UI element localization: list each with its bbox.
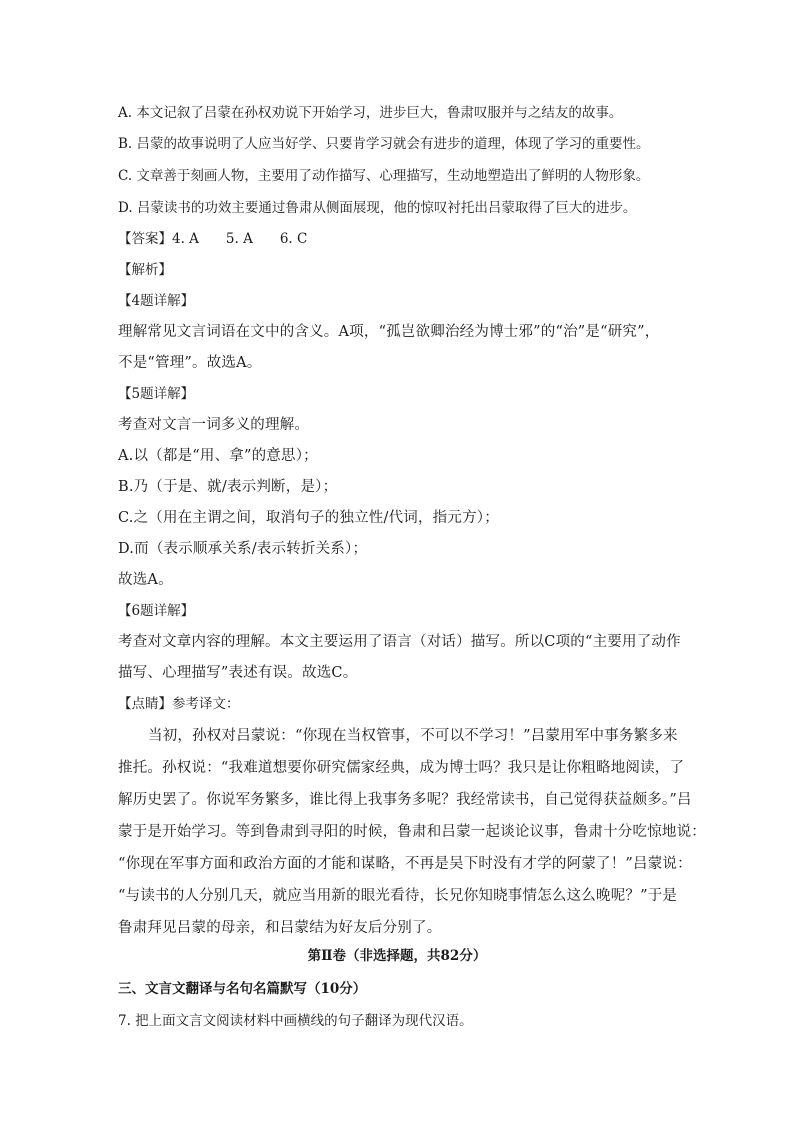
q5-item-d: D.而（表示顺承关系/表示转折关系）； — [118, 541, 368, 557]
translation-line5: “你现在军事方面和政治方面的才能和谋略，不再是吴下时没有才学的阿蒙了！”吕蒙说： — [118, 856, 692, 872]
tip-heading: 【点睛】参考译文： — [118, 696, 240, 712]
q5-item-a: A.以（都是“用、拿”的意思）； — [118, 448, 318, 464]
option-d: D. 吕蒙读书的功效主要通过鲁肃从侧面展现，他的惊叹衬托出吕蒙取得了巨大的进步。 — [118, 200, 637, 216]
q4-explanation-line2: 不是“管理”。故选A。 — [118, 355, 262, 371]
q4-explanation-line1: 理解常见文言词语在文中的含义。A项，“孤岂欲卿治经为博士邪”的“治”是“研究”， — [118, 324, 660, 340]
question-7: 7. 把上面文言文阅读材料中画横线的句子翻译为现代汉语。 — [118, 1013, 473, 1029]
analysis-heading: 【解析】 — [118, 262, 172, 278]
translation-line7: 鲁肃拜见吕蒙的母亲，和吕蒙结为好友后分别了。 — [118, 920, 442, 936]
q6-heading: 【6题详解】 — [118, 603, 195, 619]
q5-explanation: 考查对文言一词多义的理解。 — [118, 417, 310, 433]
translation-line4: 蒙于是开始学习。等到鲁肃到寻阳的时候，鲁肃和吕蒙一起谈论议事，鲁肃十分吃惊地说： — [118, 824, 706, 840]
option-a: A. 本文记叙了吕蒙在孙权劝说下开始学习，进步巨大，鲁肃叹服并与之结友的故事。 — [118, 105, 623, 121]
section-title: 第Ⅱ卷（非选择题，共82分） — [307, 948, 487, 964]
q5-conclusion: 故选A。 — [118, 572, 173, 588]
q4-heading: 【4题详解】 — [118, 293, 195, 309]
q6-explanation-line2: 描写、心理描写”表述有误。故选C。 — [118, 665, 358, 681]
option-c: C. 文章善于刻画人物，主要用了动作描写、心理描写，生动地塑造出了鲜明的人物形象。 — [118, 168, 650, 184]
q6-explanation-line1: 考查对文章内容的理解。本文主要运用了语言（对话）描写。所以C项的“主要用了动作 — [118, 634, 681, 650]
translation-line1: 当初，孙权对吕蒙说：“你现在当权管事，不可以不学习！”吕蒙用军中事务繁多来 — [148, 728, 678, 744]
translation-line2: 推托。孙权说：“我难道想要你研究儒家经典，成为博士吗？我只是让你粗略地阅读，了 — [118, 760, 685, 776]
translation-line3: 解历史罢了。你说军务繁多，谁比得上我事务多呢？我经常读书，自己觉得获益颇多。”吕 — [118, 792, 692, 808]
section-three-heading: 三、文言文翻译与名句名篇默写（10分） — [118, 981, 367, 997]
q5-item-c: C.之（用在主谓之间，取消句子的独立性/代词，指元方）； — [118, 510, 499, 526]
translation-line6: “与读书的人分别几天，就应当用新的眼光看待，长兄你知晓事情怎么这么晚呢？”于是 — [118, 888, 678, 904]
answer-line: 【答案】4. A 5. A 6. C — [118, 231, 308, 247]
option-b: B. 吕蒙的故事说明了人应当好学、只要肯学习就会有进步的道理，体现了学习的重要性。 — [118, 136, 650, 152]
q5-heading: 【5题详解】 — [118, 386, 195, 402]
q5-item-b: B.乃（于是、就/表示判断，是）； — [118, 479, 338, 495]
